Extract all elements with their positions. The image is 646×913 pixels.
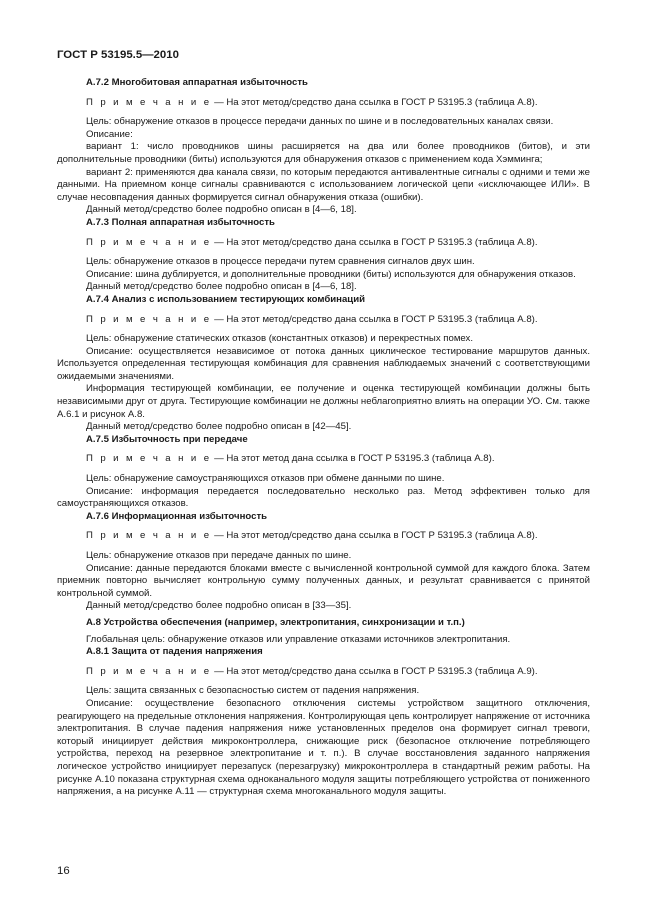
- paragraph: Описание: информация передается последовательно несколько раз. Метод эффективен только для самоустраняющихся отказов.: [57, 485, 590, 510]
- paragraph: Цель: обнаружение самоустраняющихся отказов при обмене данными по шине.: [86, 473, 445, 485]
- section-title: А.7.6 Информационная избыточность: [86, 510, 268, 522]
- paragraph: Описание: шина дублируется, и дополнительные проводники (биты) используются для обнаружения отказов.: [86, 268, 576, 280]
- section-title: А.8 Устройства обеспечения (например, электропитания, синхронизации и т.п.): [86, 616, 465, 628]
- note: [57, 666, 590, 679]
- paragraph: Цель: защита связанных с безопасностью систем от падения напряжения.: [86, 685, 420, 697]
- note: [57, 453, 590, 466]
- note-label: П р и м е ч а н и е: [86, 313, 212, 325]
- paragraph: Описание:: [86, 128, 133, 140]
- note: [57, 97, 590, 110]
- section-title: А.7.2 Многобитовая аппаратная избыточность: [86, 77, 308, 88]
- paragraph: вариант 2: применяются два канала связи, по которым передаются антивалентные сигналы с одними и теми же данными. На приемном конце сигналы сравниваются с использованием логической цепи «исключающее ИЛИ». В случае несовпадения данных формируется сигнал обнаружения отказа (ошибки).: [57, 166, 590, 203]
- paragraph: Данный метод/средство более подробно описан в [4—6, 18].: [86, 204, 357, 216]
- section-title: А.7.3 Полная аппаратная избыточность: [86, 216, 275, 228]
- paragraph: Цель: обнаружение отказов в процессе передачи данных по шине и в последовательных каналах связи.: [86, 116, 554, 128]
- paragraph: Данный метод/средство более подробно описан в [42—45].: [86, 421, 352, 433]
- page-content: [57, 77, 590, 799]
- page-number: 16: [57, 865, 70, 877]
- section-title: А.7.5 Избыточность при передаче: [86, 433, 248, 445]
- note-text: — На этот метод/средство дана ссылка в ГОСТ Р 53195.3 (таблица А.8).: [211, 96, 538, 108]
- paragraph: Описание: осуществляется независимое от потока данных циклическое тестирование маршрутов данных. Используется определенная тестирующая комбинация для сравнения наблюдаемых значений с соответствующими ожидаемыми значениями.: [57, 345, 590, 382]
- note-label: П р и м е ч а н и е: [86, 96, 212, 108]
- note-label: П р и м е ч а н и е: [86, 530, 212, 542]
- page-header: ГОСТ Р 53195.5—2010: [57, 49, 179, 61]
- note: [57, 237, 590, 250]
- note: [57, 314, 590, 327]
- section-title: А.7.4 Анализ с использованием тестирующих комбинаций: [86, 293, 366, 305]
- paragraph: Цель: обнаружение статических отказов (константных отказов) и перекрестных помех.: [86, 333, 473, 345]
- paragraph: вариант 1: число проводников шины расширяется на два или более проводников (битов), и эти дополнительные проводники (биты) используются для обнаружения отказов с применением кода Хэмминга;: [57, 141, 590, 165]
- paragraph: Информация тестирующей комбинации, ее получение и оценка тестирующей комбинации должны быть независимыми друг от друга. Тестирующие комбинации не должны неблагоприятно влиять на операции УО. См. также А.6.1 и рисунок А.8.: [57, 383, 590, 420]
- note-text: — На этот метод/средство дана ссылка в ГОСТ Р 53195.3 (таблица А.8).: [211, 313, 538, 325]
- paragraph: Цель: обнаружение отказов в процессе передачи путем сравнения сигналов двух шин.: [86, 256, 475, 268]
- paragraph: Данный метод/средство более подробно описан в [4—6, 18].: [86, 281, 357, 293]
- note-label: П р и м е ч а н и е: [86, 453, 212, 465]
- note-label: П р и м е ч а н и е: [86, 665, 212, 677]
- note-text: — На этот метод/средство дана ссылка в ГОСТ Р 53195.3 (таблица А.8).: [211, 530, 538, 542]
- note-label: П р и м е ч а н и е: [86, 236, 212, 248]
- section-title: А.8.1 Защита от падения напряжения: [86, 646, 263, 658]
- note: [57, 530, 590, 543]
- note-text: — На этот метод дана ссылка в ГОСТ Р 53195.3 (таблица А.8).: [211, 453, 495, 465]
- note-text: — На этот метод/средство дана ссылка в ГОСТ Р 53195.3 (таблица А.8).: [211, 236, 538, 248]
- paragraph: Описание: данные передаются блоками вместе с вычисленной контрольной суммой для каждого блока. Затем приемник повторно вычисляет контрольную сумму полученных данных, и результат сравнивается с принятой контрольной суммой.: [57, 562, 590, 599]
- paragraph: Глобальная цель: обнаружение отказов или управление отказами источников электропитания.: [86, 633, 511, 645]
- paragraph: Описание: осуществление безопасного отключения системы устройством защитного отключения, реагирующего на предельные отклонения напряжения. Контролирующая цепь контролирует напряжение от источника электропитания. В случае падения напряжения ниже установленных пределов она формирует сигнал тревоги, который инициирует действия микроконтроллера, снижающие риск (безопасное отключение потребляющего устройства, переход на резервное электропитание и т. п.). В случае восстановления заданного напряжения логическое устройство инициирует перезапуск (перезагрузку) микроконтроллера в стандартный режим работы. На рисунке А.10 показана структурная схема одноканального модуля защиты потребляющего устройства от пониженного напряжения, а на рисунке А.11 — структурная схема многоканального модуля защиты.: [57, 697, 590, 798]
- paragraph: Данный метод/средство более подробно описан в [33—35].: [86, 600, 352, 612]
- note-text: — На этот метод/средство дана ссылка в ГОСТ Р 53195.3 (таблица А.9).: [211, 665, 538, 677]
- paragraph: Цель: обнаружение отказов при передаче данных по шине.: [86, 550, 352, 561]
